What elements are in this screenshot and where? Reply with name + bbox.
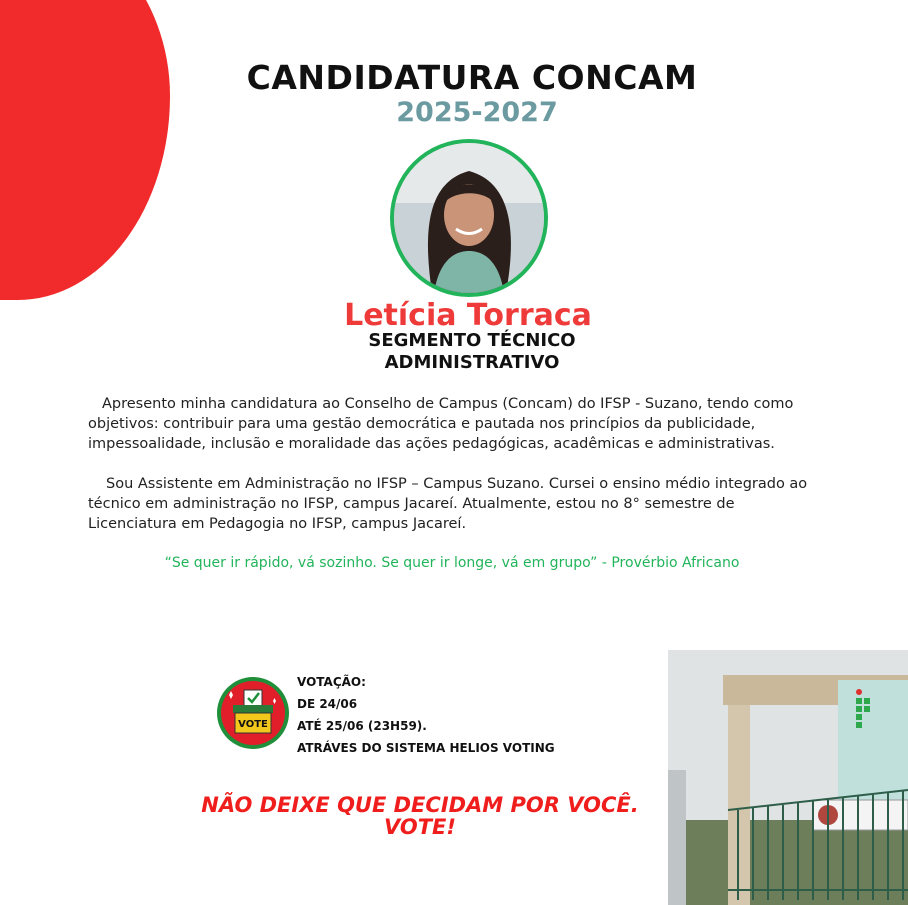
proverb-quote: “Se quer ir rápido, vá sozinho. Se quer ir longe, vá em grupo” - Provérbio Africano bbox=[164, 555, 740, 571]
cta-line-2: VOTE! bbox=[384, 815, 456, 839]
voting-details bbox=[297, 671, 555, 759]
candidate-photo bbox=[390, 139, 548, 297]
decorative-red-blob bbox=[0, 0, 170, 300]
voting-start-date: DE 24/06 bbox=[297, 697, 358, 711]
cta-line-1: NÃO DEIXE QUE DECIDAM POR VOCÊ. bbox=[201, 793, 639, 817]
voting-heading: VOTAÇÃO: bbox=[297, 675, 366, 689]
portrait-illustration bbox=[394, 143, 544, 293]
voting-end-date: ATÉ 25/06 (23H59). bbox=[297, 719, 427, 733]
campus-photo bbox=[668, 650, 908, 905]
campus-building-illustration bbox=[668, 650, 908, 905]
bio-paragraph: Sou Assistente em Administração no IFSP – Campus Suzano. Cursei o ensino médio integrado ao técnico em administração no IFSP, campus Jacareí. Atualmente, estou no 8° semestre de Licenciatura em Pedagogia no IFSP, campus Jacareí. bbox=[88, 476, 808, 532]
voting-system: ATRÁVES DO SISTEMA HELIOS VOTING bbox=[297, 741, 555, 755]
term-years: 2025-2027 bbox=[396, 97, 558, 128]
vote-badge-label: VOTE bbox=[238, 719, 268, 730]
segment-line-2: ADMINISTRATIVO bbox=[384, 352, 560, 373]
page-title: CANDIDATURA CONCAM bbox=[246, 58, 698, 97]
segment-line-1: SEGMENTO TÉCNICO bbox=[368, 330, 576, 351]
ballot-box-icon bbox=[215, 675, 291, 751]
candidate-name: Letícia Torraca bbox=[344, 298, 592, 333]
candidate-segment bbox=[0, 330, 908, 374]
intro-paragraph: Apresento minha candidatura ao Conselho de Campus (Concam) do IFSP - Suzano, tendo como objetivos: contribuir para uma gestão democrática e pautada nos princípios da publicidade, impessoalidade, inclusão e moralidade das ações pedagógicas, acadêmicas e administrativas. bbox=[88, 396, 794, 452]
